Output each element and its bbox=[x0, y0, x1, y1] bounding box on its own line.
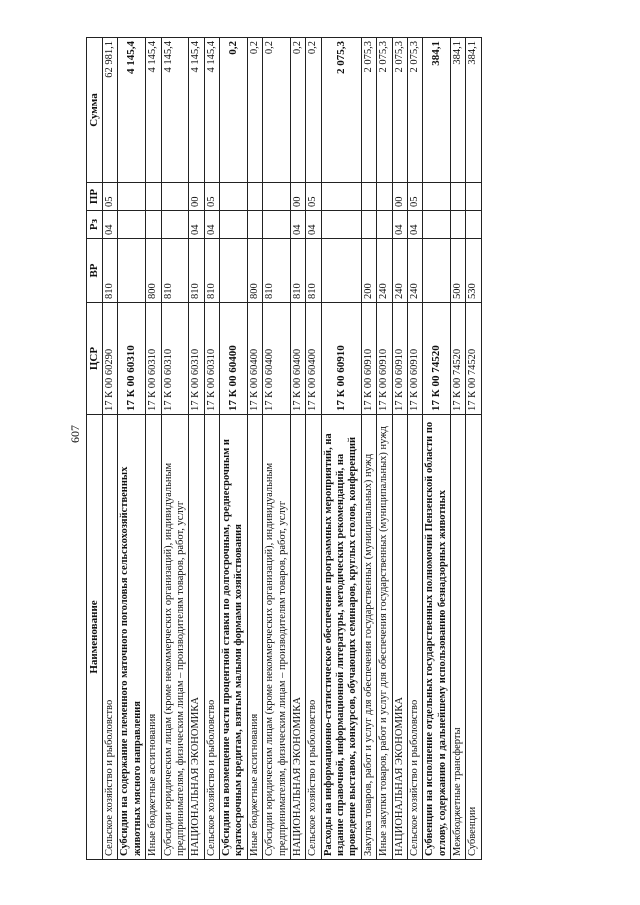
cell-vr: 530 bbox=[466, 239, 481, 303]
cell-sum: 0,2 bbox=[263, 38, 291, 183]
table-row bbox=[189, 38, 204, 860]
cell-rz bbox=[263, 211, 291, 239]
rotated-table-container bbox=[86, 38, 611, 860]
cell-sum: 2 075,3 bbox=[407, 38, 422, 183]
cell-pr bbox=[377, 183, 392, 211]
cell-name: НАЦИОНАЛЬНАЯ ЭКОНОМИКА bbox=[290, 415, 305, 860]
cell-sum: 4 145,4 bbox=[146, 38, 161, 183]
cell-rz bbox=[161, 211, 189, 239]
cell-name: Сельское хозяйство и рыболовство bbox=[306, 415, 321, 860]
cell-csr: 17 К 00 60400 bbox=[306, 303, 321, 415]
cell-sum: 2 075,3 bbox=[392, 38, 407, 183]
table-row bbox=[290, 38, 305, 860]
cell-name: Субвенции bbox=[466, 415, 481, 860]
cell-csr: 17 К 00 60910 bbox=[361, 303, 376, 415]
table-header bbox=[87, 38, 103, 860]
cell-csr: 17 К 00 60290 bbox=[103, 303, 118, 415]
cell-vr: 500 bbox=[451, 239, 466, 303]
cell-csr: 17 К 00 60310 bbox=[118, 303, 146, 415]
cell-vr bbox=[220, 239, 248, 303]
cell-vr: 800 bbox=[247, 239, 262, 303]
cell-csr: 17 К 00 74520 bbox=[451, 303, 466, 415]
cell-sum: 4 145,4 bbox=[118, 38, 146, 183]
table-row bbox=[451, 38, 466, 860]
cell-name: Закупка товаров, работ и услуг для обеспечения государственных (муниципальных) нужд bbox=[361, 415, 376, 860]
cell-vr bbox=[321, 239, 361, 303]
cell-rz: 04 bbox=[407, 211, 422, 239]
cell-sum: 4 145,4 bbox=[204, 38, 219, 183]
cell-name: Иные бюджетные ассигнования bbox=[146, 415, 161, 860]
cell-sum: 62 981,1 bbox=[103, 38, 118, 183]
cell-vr: 240 bbox=[407, 239, 422, 303]
cell-rz bbox=[466, 211, 481, 239]
cell-pr: 00 bbox=[290, 183, 305, 211]
cell-csr: 17 К 00 60400 bbox=[290, 303, 305, 415]
cell-csr: 17 К 00 74520 bbox=[466, 303, 481, 415]
cell-name: Расходы на информационно-статистическое обеспечение программных мероприятий, на издание справочной, информационной литературы, методических рекомендаций, на проведение выставок, конкурсов, обучающих семинаров, круглых столов, конференций bbox=[321, 415, 361, 860]
cell-sum: 384,1 bbox=[466, 38, 481, 183]
cell-vr: 800 bbox=[146, 239, 161, 303]
cell-pr bbox=[161, 183, 189, 211]
cell-csr: 17 К 00 60910 bbox=[392, 303, 407, 415]
cell-rz: 04 bbox=[189, 211, 204, 239]
table-row bbox=[118, 38, 146, 860]
cell-csr: 17 К 00 60910 bbox=[321, 303, 361, 415]
budget-table bbox=[86, 37, 482, 860]
cell-name: Сельское хозяйство и рыболовство bbox=[204, 415, 219, 860]
cell-csr: 17 К 00 60910 bbox=[377, 303, 392, 415]
cell-name: Иные закупки товаров, работ и услуг для обеспечения государственных (муниципальных) нужд bbox=[377, 415, 392, 860]
cell-pr bbox=[247, 183, 262, 211]
cell-rz: 04 bbox=[204, 211, 219, 239]
cell-rz bbox=[247, 211, 262, 239]
header-sum: Сумма bbox=[87, 38, 103, 183]
cell-pr bbox=[361, 183, 376, 211]
table-row bbox=[423, 38, 451, 860]
cell-rz bbox=[423, 211, 451, 239]
cell-pr: 00 bbox=[189, 183, 204, 211]
table-row bbox=[263, 38, 291, 860]
cell-name: Субвенции на исполнение отдельных государственных полномочий Пензенской области по отлову, содержанию и дальнейшему использованию безнадзорных животных bbox=[423, 415, 451, 860]
table-row bbox=[220, 38, 248, 860]
cell-csr: 17 К 00 60910 bbox=[407, 303, 422, 415]
cell-pr: 05 bbox=[204, 183, 219, 211]
table-row bbox=[466, 38, 481, 860]
cell-csr: 17 К 00 60400 bbox=[220, 303, 248, 415]
table-row bbox=[146, 38, 161, 860]
cell-rz: 04 bbox=[306, 211, 321, 239]
cell-csr: 17 К 00 60310 bbox=[204, 303, 219, 415]
cell-sum: 0,2 bbox=[247, 38, 262, 183]
cell-rz: 04 bbox=[103, 211, 118, 239]
cell-csr: 17 К 00 60310 bbox=[146, 303, 161, 415]
table-row bbox=[407, 38, 422, 860]
cell-vr: 810 bbox=[306, 239, 321, 303]
cell-pr bbox=[321, 183, 361, 211]
page-number: 607 bbox=[68, 425, 82, 443]
cell-name: Межбюджетные трансферты bbox=[451, 415, 466, 860]
cell-pr: 05 bbox=[407, 183, 422, 211]
table-row bbox=[247, 38, 262, 860]
cell-name: Субсидии на содержание племенного маточного поголовья сельскохозяйственных животных мясного направления bbox=[118, 415, 146, 860]
cell-csr: 17 К 00 60400 bbox=[263, 303, 291, 415]
cell-vr: 200 bbox=[361, 239, 376, 303]
cell-sum: 0,2 bbox=[290, 38, 305, 183]
cell-rz bbox=[146, 211, 161, 239]
table-body bbox=[103, 38, 482, 860]
cell-pr bbox=[220, 183, 248, 211]
cell-rz: 04 bbox=[290, 211, 305, 239]
cell-vr bbox=[118, 239, 146, 303]
cell-pr bbox=[146, 183, 161, 211]
cell-vr: 240 bbox=[392, 239, 407, 303]
cell-name: Сельское хозяйство и рыболовство bbox=[103, 415, 118, 860]
cell-rz bbox=[220, 211, 248, 239]
table-row bbox=[204, 38, 219, 860]
cell-name: Субсидии юридическим лицам (кроме некоммерческих организаций), индивидуальным предпринимателям, физическим лицам – производителям товаров, работ, услуг bbox=[161, 415, 189, 860]
cell-sum: 2 075,3 bbox=[361, 38, 376, 183]
cell-rz bbox=[361, 211, 376, 239]
cell-vr: 810 bbox=[103, 239, 118, 303]
cell-rz bbox=[118, 211, 146, 239]
table-row bbox=[161, 38, 189, 860]
cell-name: Субсидии юридическим лицам (кроме некоммерческих организаций), индивидуальным предпринимателям, физическим лицам – производителям товаров, работ, услуг bbox=[263, 415, 291, 860]
cell-vr: 810 bbox=[290, 239, 305, 303]
cell-vr: 810 bbox=[204, 239, 219, 303]
cell-rz bbox=[321, 211, 361, 239]
table-row bbox=[103, 38, 118, 860]
cell-rz: 04 bbox=[392, 211, 407, 239]
cell-name: НАЦИОНАЛЬНАЯ ЭКОНОМИКА bbox=[392, 415, 407, 860]
header-pr: ПР bbox=[87, 183, 103, 211]
cell-pr bbox=[466, 183, 481, 211]
cell-csr: 17 К 00 60400 bbox=[247, 303, 262, 415]
table-row bbox=[321, 38, 361, 860]
cell-sum: 0,2 bbox=[306, 38, 321, 183]
header-csr: ЦСР bbox=[87, 303, 103, 415]
cell-vr: 810 bbox=[263, 239, 291, 303]
table-row bbox=[306, 38, 321, 860]
cell-pr: 05 bbox=[103, 183, 118, 211]
cell-pr bbox=[118, 183, 146, 211]
cell-name: НАЦИОНАЛЬНАЯ ЭКОНОМИКА bbox=[189, 415, 204, 860]
header-name: Наименование bbox=[87, 415, 103, 860]
cell-name: Иные бюджетные ассигнования bbox=[247, 415, 262, 860]
header-vr: ВР bbox=[87, 239, 103, 303]
cell-vr: 240 bbox=[377, 239, 392, 303]
cell-pr bbox=[451, 183, 466, 211]
cell-rz bbox=[377, 211, 392, 239]
cell-csr: 17 К 00 60310 bbox=[189, 303, 204, 415]
cell-name: Сельское хозяйство и рыболовство bbox=[407, 415, 422, 860]
table-row bbox=[377, 38, 392, 860]
cell-pr: 05 bbox=[306, 183, 321, 211]
cell-sum: 4 145,4 bbox=[161, 38, 189, 183]
cell-sum: 2 075,3 bbox=[377, 38, 392, 183]
header-row bbox=[87, 38, 103, 860]
cell-csr: 17 К 00 74520 bbox=[423, 303, 451, 415]
cell-vr bbox=[423, 239, 451, 303]
header-rz: Рз bbox=[87, 211, 103, 239]
cell-rz bbox=[451, 211, 466, 239]
cell-vr: 810 bbox=[161, 239, 189, 303]
cell-pr bbox=[423, 183, 451, 211]
cell-sum: 0,2 bbox=[220, 38, 248, 183]
cell-sum: 384,1 bbox=[423, 38, 451, 183]
table-row bbox=[392, 38, 407, 860]
cell-sum: 2 075,3 bbox=[321, 38, 361, 183]
table-row bbox=[361, 38, 376, 860]
cell-sum: 384,1 bbox=[451, 38, 466, 183]
cell-csr: 17 К 00 60310 bbox=[161, 303, 189, 415]
cell-name: Субсидии на возмещение части процентной ставки по долгосрочным, среднесрочным и краткосрочным кредитам, взятым малыми формами хозяйствования bbox=[220, 415, 248, 860]
cell-pr: 00 bbox=[392, 183, 407, 211]
cell-vr: 810 bbox=[189, 239, 204, 303]
cell-sum: 4 145,4 bbox=[189, 38, 204, 183]
cell-pr bbox=[263, 183, 291, 211]
